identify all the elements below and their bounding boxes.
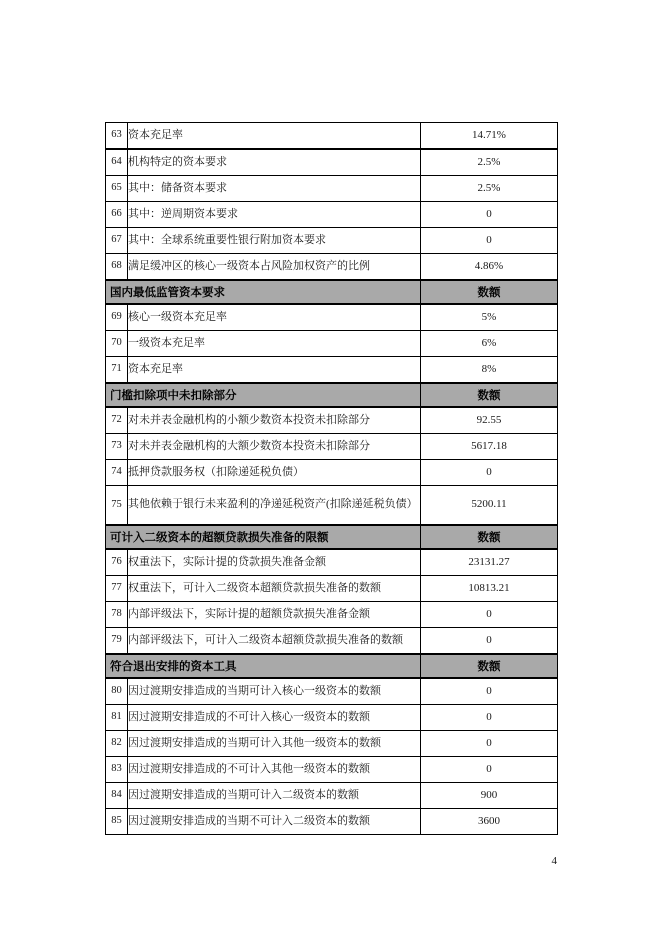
row-label: 资本充足率 — [128, 357, 421, 384]
row-label: 因过渡期安排造成的不可计入核心一级资本的数额 — [128, 705, 421, 731]
row-number: 65 — [106, 176, 128, 202]
table-section-header-row — [106, 525, 558, 549]
row-value: 14.71% — [421, 123, 558, 150]
row-value: 0 — [421, 628, 558, 655]
row-number: 85 — [106, 809, 128, 835]
row-label: 对未并表金融机构的小额少数资本投资未扣除部分 — [128, 407, 421, 434]
table-row — [106, 434, 558, 460]
row-number: 71 — [106, 357, 128, 384]
row-label: 机构特定的资本要求 — [128, 149, 421, 176]
row-number: 80 — [106, 678, 128, 705]
row-number: 69 — [106, 304, 128, 331]
table-row — [106, 576, 558, 602]
row-number: 67 — [106, 228, 128, 254]
row-value: 5% — [421, 304, 558, 331]
row-label: 对未并表金融机构的大额少数资本投资未扣除部分 — [128, 434, 421, 460]
row-label: 其中：全球系统重要性银行附加资本要求 — [128, 228, 421, 254]
row-label: 其他依赖于银行未来盈利的净递延税资产(扣除递延税负债） — [128, 486, 421, 526]
table-row — [106, 331, 558, 357]
section-value-header: 数额 — [421, 525, 558, 549]
row-number: 83 — [106, 757, 128, 783]
section-value-header: 数额 — [421, 280, 558, 304]
table-section-header-row — [106, 383, 558, 407]
row-label: 因过渡期安排造成的当期可计入二级资本的数额 — [128, 783, 421, 809]
row-value: 900 — [421, 783, 558, 809]
row-label: 核心一级资本充足率 — [128, 304, 421, 331]
row-number: 78 — [106, 602, 128, 628]
row-label: 权重法下，实际计提的贷款损失准备金额 — [128, 549, 421, 576]
row-number: 81 — [106, 705, 128, 731]
row-number: 74 — [106, 460, 128, 486]
table-row — [106, 486, 558, 526]
row-value: 2.5% — [421, 149, 558, 176]
table-row — [106, 357, 558, 384]
row-label: 因过渡期安排造成的当期不可计入二级资本的数额 — [128, 809, 421, 835]
row-number: 73 — [106, 434, 128, 460]
row-value: 0 — [421, 731, 558, 757]
row-value: 3600 — [421, 809, 558, 835]
table-row — [106, 783, 558, 809]
page-number: 4 — [551, 855, 557, 867]
row-number: 72 — [106, 407, 128, 434]
row-value: 0 — [421, 678, 558, 705]
row-label: 因过渡期安排造成的当期可计入核心一级资本的数额 — [128, 678, 421, 705]
row-number: 63 — [106, 123, 128, 150]
row-value: 8% — [421, 357, 558, 384]
table-row — [106, 460, 558, 486]
row-label: 权重法下，可计入二级资本超额贷款损失准备的数额 — [128, 576, 421, 602]
section-title: 门槛扣除项中未扣除部分 — [106, 383, 421, 407]
row-number: 84 — [106, 783, 128, 809]
row-number: 66 — [106, 202, 128, 228]
row-value: 2.5% — [421, 176, 558, 202]
table-row — [106, 123, 558, 150]
row-value: 92.55 — [421, 407, 558, 434]
section-value-header: 数额 — [421, 654, 558, 678]
row-value: 0 — [421, 757, 558, 783]
table-row — [106, 254, 558, 281]
capital-adequacy-table — [105, 122, 558, 835]
row-label: 资本充足率 — [128, 123, 421, 150]
section-title: 符合退出安排的资本工具 — [106, 654, 421, 678]
row-label: 其中：储备资本要求 — [128, 176, 421, 202]
row-value: 0 — [421, 602, 558, 628]
row-value: 0 — [421, 705, 558, 731]
table-row — [106, 304, 558, 331]
row-label: 因过渡期安排造成的不可计入其他一级资本的数额 — [128, 757, 421, 783]
table-row — [106, 809, 558, 835]
row-value: 4.86% — [421, 254, 558, 281]
table-row — [106, 628, 558, 655]
section-value-header: 数额 — [421, 383, 558, 407]
section-title: 可计入二级资本的超额贷款损失准备的限额 — [106, 525, 421, 549]
row-number: 70 — [106, 331, 128, 357]
table-row — [106, 705, 558, 731]
table-row — [106, 176, 558, 202]
row-value: 0 — [421, 228, 558, 254]
row-label: 满足缓冲区的核心一级资本占风险加权资产的比例 — [128, 254, 421, 281]
row-value: 5200.11 — [421, 486, 558, 526]
row-number: 82 — [106, 731, 128, 757]
row-number: 64 — [106, 149, 128, 176]
row-number: 79 — [106, 628, 128, 655]
row-number: 76 — [106, 549, 128, 576]
table-row — [106, 549, 558, 576]
table-section-header-row — [106, 280, 558, 304]
table-row — [106, 731, 558, 757]
row-label: 因过渡期安排造成的当期可计入其他一级资本的数额 — [128, 731, 421, 757]
table-section-header-row — [106, 654, 558, 678]
section-title: 国内最低监管资本要求 — [106, 280, 421, 304]
row-value: 23131.27 — [421, 549, 558, 576]
table-row — [106, 407, 558, 434]
row-label: 抵押贷款服务权（扣除递延税负债） — [128, 460, 421, 486]
row-number: 68 — [106, 254, 128, 281]
row-number: 77 — [106, 576, 128, 602]
table-row — [106, 602, 558, 628]
row-value: 10813.21 — [421, 576, 558, 602]
row-value: 0 — [421, 202, 558, 228]
table-row — [106, 149, 558, 176]
row-value: 6% — [421, 331, 558, 357]
table-row — [106, 757, 558, 783]
row-label: 内部评级法下，可计入二级资本超额贷款损失准备的数额 — [128, 628, 421, 655]
row-value: 0 — [421, 460, 558, 486]
row-number: 75 — [106, 486, 128, 526]
row-label: 其中：逆周期资本要求 — [128, 202, 421, 228]
row-value: 5617.18 — [421, 434, 558, 460]
table-row — [106, 678, 558, 705]
row-label: 内部评级法下，实际计提的超额贷款损失准备金额 — [128, 602, 421, 628]
capital-adequacy-table-container — [105, 122, 557, 835]
table-body — [106, 123, 558, 835]
table-row — [106, 202, 558, 228]
row-label: 一级资本充足率 — [128, 331, 421, 357]
table-row — [106, 228, 558, 254]
